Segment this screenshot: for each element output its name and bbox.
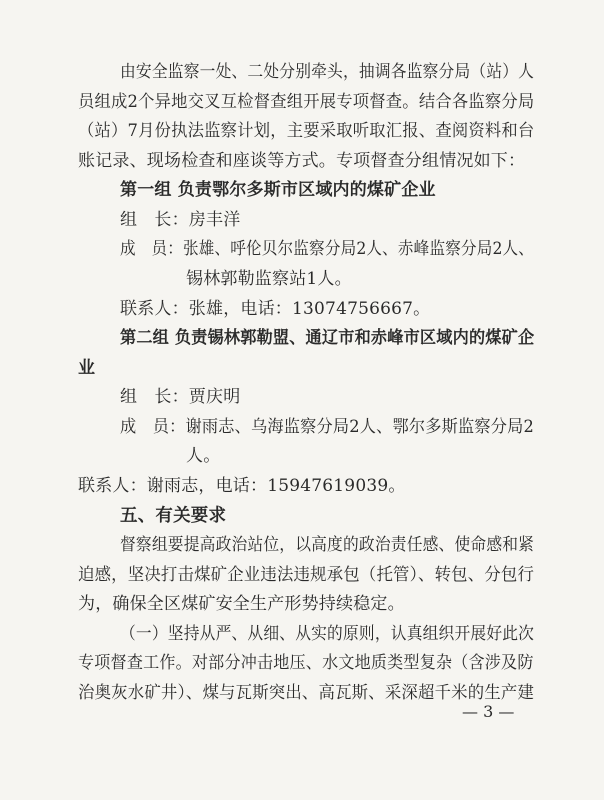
group-one-title: 第一组 负责鄂尔多斯市区域内的煤矿企业 [120, 180, 436, 201]
group-one-members-cont: 锡林郭勒监察站1人。 [186, 269, 352, 289]
group-two-members-cont: 人。 [186, 446, 221, 467]
section-heading: 五、有关要求 [120, 505, 227, 526]
paragraph-line: （站）7月份执法监察计划，主要采取听取汇报、查阅资料和台 [78, 121, 535, 142]
paragraph-line: 账记录、现场检查和座谈等方式。专项督查分组情况如下： [78, 150, 526, 171]
paragraph-line: 为，确保全区煤矿安全生产形势持续稳定。 [78, 594, 405, 615]
group-two-contact: 联系人：谢雨志，电话：15947619039。 [78, 476, 406, 496]
group-one-contact: 联系人：张雄，电话：13074756667。 [120, 298, 431, 319]
group-two-leader: 组 长：贾庆明 [120, 387, 241, 408]
group-one-leader: 组 长：房丰洋 [120, 209, 241, 230]
group-two-title: 第二组 负责锡林郭勒盟、通辽市和赤峰市区域内的煤矿企 [120, 328, 535, 349]
paragraph-line: 员组成2个异地交叉互检督查组开展专项督查。结合各监察分局 [78, 91, 535, 112]
paragraph-line: 督察组要提高政治站位，以高度的政治责任感、使命感和紧 [120, 535, 535, 556]
paragraph-line: 由安全监察一处、二处分别牵头，抽调各监察分局（站）人 [120, 62, 535, 82]
paragraph-line: 治奥灰水矿井）、煤与瓦斯突出、高瓦斯、采深超千米的生产建 [78, 683, 535, 703]
group-two-title-cont: 业 [78, 357, 96, 378]
page-number: — 3 — [462, 702, 515, 721]
group-two-members: 成 员：谢雨志、乌海监察分局2人、鄂尔多斯监察分局2 [120, 416, 534, 437]
paragraph-line: 专项督查工作。对部分冲击地压、水文地质类型复杂（含涉及防 [78, 653, 534, 674]
paragraph-line: 迫感，坚决打击煤矿企业违法违规承包（托管）、转包、分包行 [78, 564, 535, 585]
paragraph-line: （一）坚持从严、从细、从实的原则，认真组织开展好此次 [120, 623, 535, 644]
group-one-members: 成 员：张雄、呼伦贝尔监察分局2人、赤峰监察分局2人、 [120, 239, 535, 260]
